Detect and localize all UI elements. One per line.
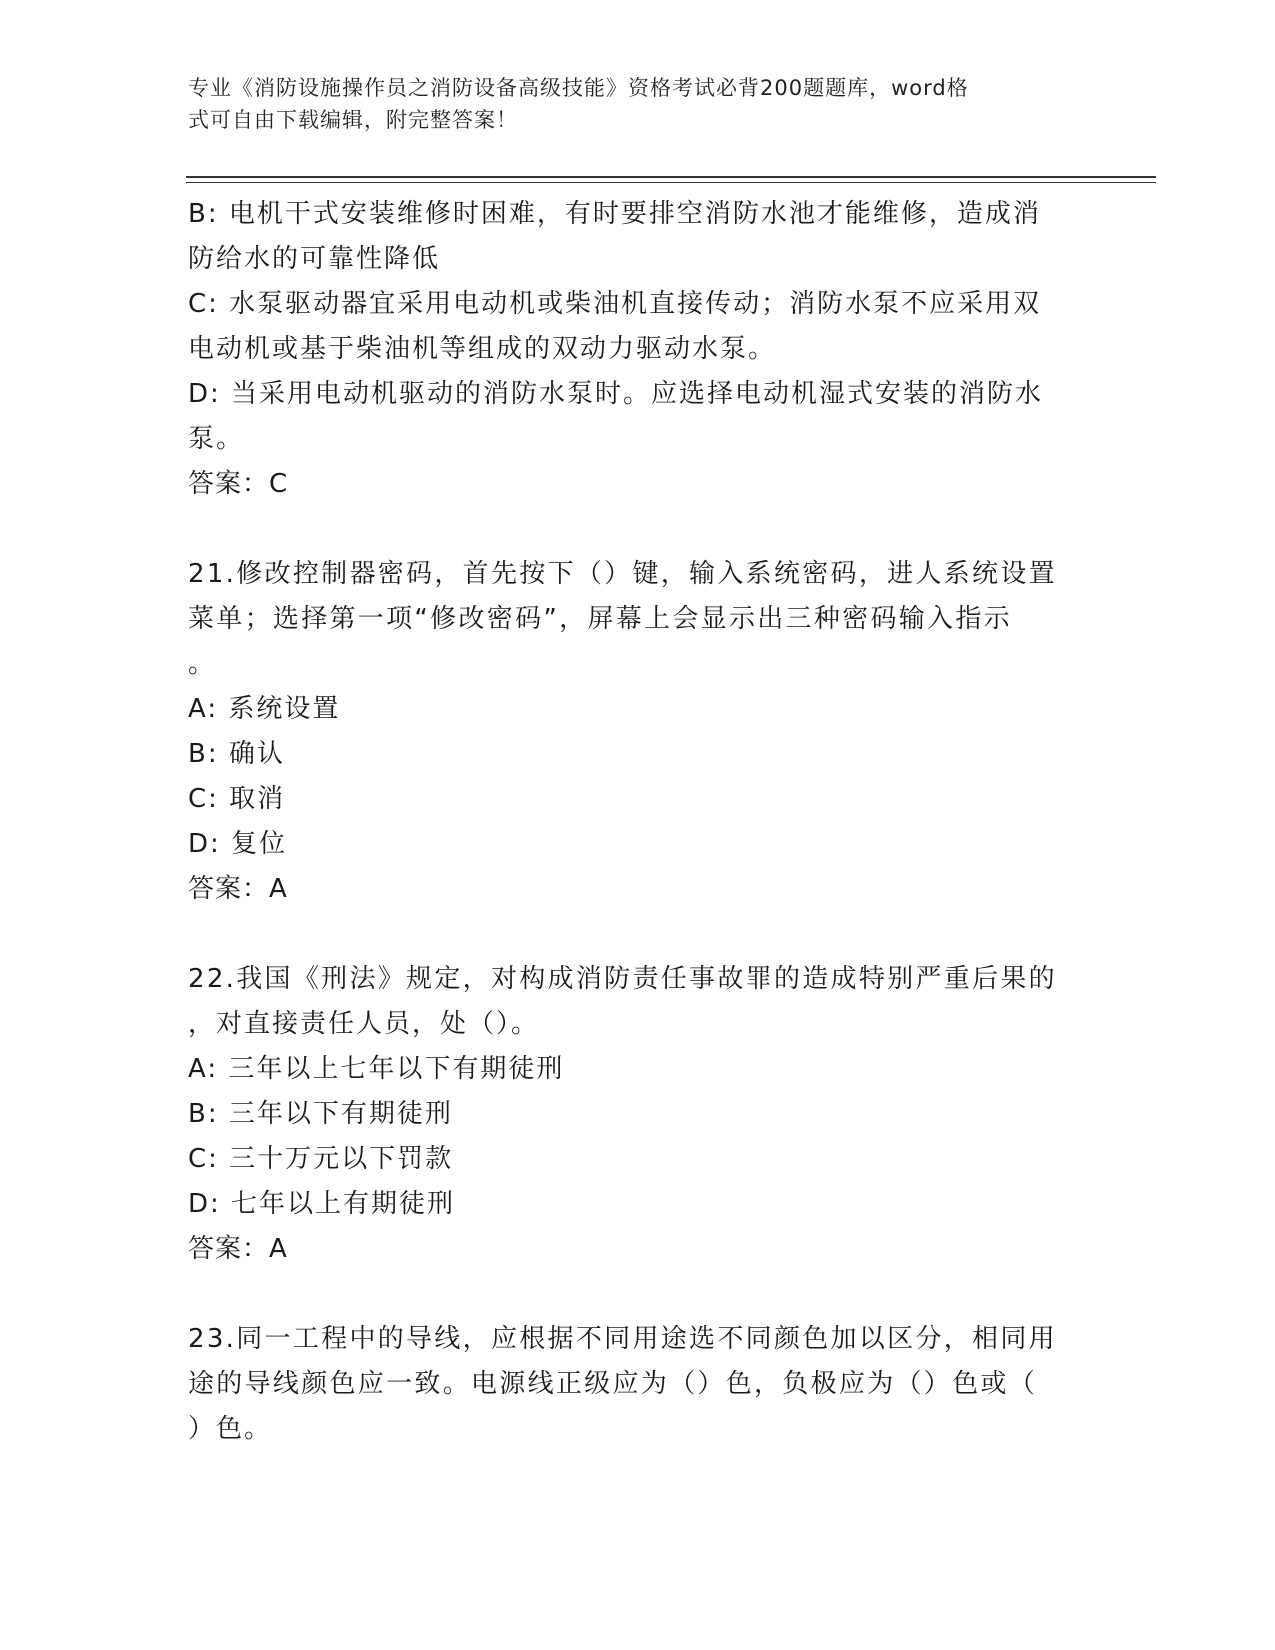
option-b: B: 确认 (188, 739, 285, 769)
question-text-line-1: 22.我国《刑法》规定，对构成消防责任事故罪的造成特别严重后果的 (188, 964, 1057, 994)
question-text-line-1: 21.修改控制器密码，首先按下（）键，输入系统密码，进人系统设置 (188, 559, 1057, 589)
question-text-line-2: 途的导线颜色应一致。电源线正级应为（）色，负极应为（）色或（ (188, 1369, 1038, 1399)
question-23 (188, 1317, 1068, 1452)
question-text-line-3: ）色。 (188, 1414, 273, 1444)
question-text-line-1: 23.同一工程中的导线，应根据不同用途选不同颜色加以区分，相同用 (188, 1324, 1057, 1354)
option-b-line-2: 防给水的可靠性降低 (188, 244, 441, 274)
question-21 (188, 552, 1068, 912)
question-text-line-3: 。 (188, 649, 217, 679)
answer: 答案：C (188, 469, 289, 499)
option-c-line-1: C: 水泵驱动器宜采用电动机或柴油机直接传动；消防水泵不应采用双 (188, 289, 1042, 319)
header-divider-thin (186, 182, 1156, 183)
option-d-line-1: D: 当采用电动机驱动的消防水泵时。应选择电动机湿式安装的消防水 (188, 379, 1044, 409)
option-c: C: 取消 (188, 784, 286, 814)
option-c: C: 三十万元以下罚款 (188, 1144, 454, 1174)
option-a: A: 系统设置 (188, 694, 341, 724)
option-b: B: 三年以下有期徒刑 (188, 1099, 453, 1129)
question-text-line-2: ，对直接责任人员，处（）。 (188, 1009, 540, 1039)
document-body (188, 192, 1068, 1452)
option-c-line-2: 电动机或基于柴油机等组成的双动力驱动水泵。 (188, 334, 777, 364)
document-header (188, 72, 1068, 136)
option-a: A: 三年以上七年以下有期徒刑 (188, 1054, 565, 1084)
question-20-tail (188, 192, 1068, 507)
answer: 答案：A (188, 1234, 288, 1264)
answer: 答案：A (188, 874, 288, 904)
option-b-line-1: B: 电机干式安装维修时困难，有时要排空消防水池才能维修，造成消 (188, 199, 1041, 229)
header-title-line-2: 式可自由下载编辑，附完整答案！ (188, 108, 518, 132)
question-22 (188, 957, 1068, 1272)
option-d: D: 复位 (188, 829, 288, 859)
header-title-line-1: 专业《消防设施操作员之消防设备高级技能》资格考试必背200题题库，word格 (188, 76, 969, 100)
question-spacer (188, 507, 1068, 552)
option-d: D: 七年以上有期徒刑 (188, 1189, 456, 1219)
question-text-line-2: 菜单；选择第一项“修改密码”，屏幕上会显示出三种密码输入指示 (188, 604, 1012, 634)
question-spacer (188, 912, 1068, 957)
header-divider (186, 176, 1156, 178)
option-d-line-2: 泵。 (188, 424, 245, 454)
question-spacer (188, 1272, 1068, 1317)
